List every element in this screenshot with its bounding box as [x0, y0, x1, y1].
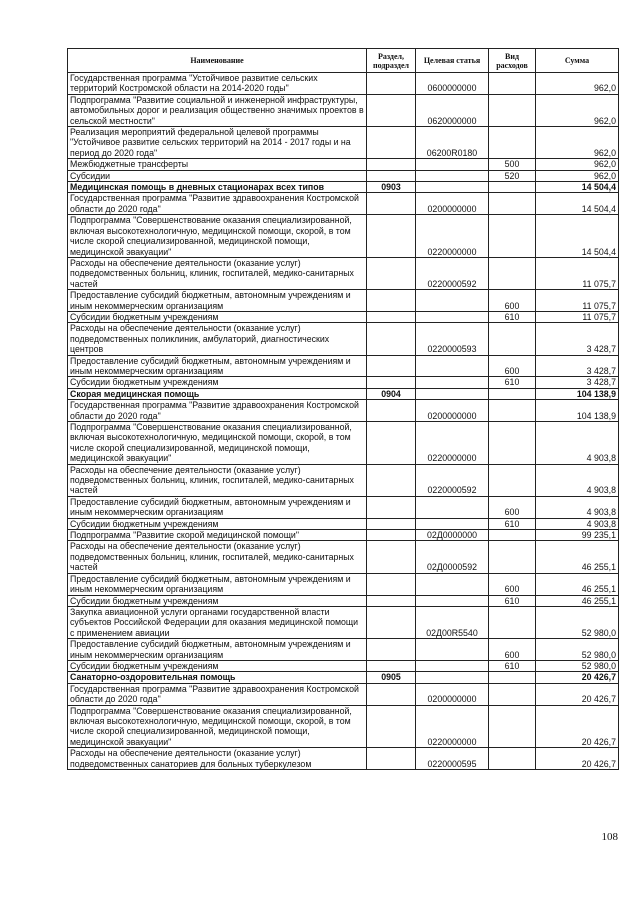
row-expense-type: 520: [489, 170, 536, 181]
table-row: [68, 170, 619, 181]
table-row: [68, 606, 619, 638]
row-name: Расходы на обеспечение деятельности (оказание услуг) подведомственных санаториев для больных туберкулезом: [68, 748, 367, 770]
table-row: [68, 193, 619, 215]
row-sum: 99 235,1: [536, 530, 619, 541]
row-expense-type: [489, 323, 536, 355]
row-expense-type: 610: [489, 595, 536, 606]
row-expense-type: 600: [489, 355, 536, 377]
row-sum: 104 138,9: [536, 400, 619, 422]
row-expense-type: 610: [489, 377, 536, 388]
header-name: Наименование: [68, 49, 367, 73]
row-target-code: 0200000000: [416, 400, 489, 422]
table-row: [68, 311, 619, 322]
table-row: [68, 73, 619, 95]
table-row: [68, 323, 619, 355]
row-expense-type: [489, 464, 536, 496]
row-sum: 20 426,7: [536, 748, 619, 770]
row-sum: 4 903,8: [536, 496, 619, 518]
row-target-code: [416, 355, 489, 377]
row-target-code: [416, 639, 489, 661]
row-sum: 962,0: [536, 127, 619, 159]
row-sum: 3 428,7: [536, 355, 619, 377]
row-section: [367, 639, 416, 661]
row-expense-type: [489, 73, 536, 95]
row-name: Предоставление субсидий бюджетным, автономным учреждениям и иным некоммерческим организациям: [68, 639, 367, 661]
row-name: Скорая медицинская помощь: [68, 388, 367, 399]
row-name: Подпрограмма "Развитие скорой медицинской помощи": [68, 530, 367, 541]
row-section: [367, 257, 416, 289]
row-section: [367, 606, 416, 638]
row-expense-type: 600: [489, 496, 536, 518]
table-row: [68, 496, 619, 518]
row-section: [367, 660, 416, 671]
table-section-row: [68, 182, 619, 193]
row-name: Государственная программа "Устойчивое развитие сельских территорий Костромской области на 2014-2020 годы": [68, 73, 367, 95]
row-expense-type: [489, 193, 536, 215]
row-section: [367, 748, 416, 770]
row-section: [367, 573, 416, 595]
row-expense-type: [489, 541, 536, 573]
row-sum: 11 075,7: [536, 290, 619, 312]
budget-table: [67, 48, 619, 770]
row-target-code: 0220000592: [416, 464, 489, 496]
row-sum: 14 504,4: [536, 193, 619, 215]
table-row: [68, 290, 619, 312]
row-target-code: 0200000000: [416, 683, 489, 705]
table-body: [68, 73, 619, 770]
row-target-code: [416, 660, 489, 671]
row-target-code: [416, 595, 489, 606]
table-row: [68, 530, 619, 541]
row-sum: 4 903,8: [536, 422, 619, 465]
row-sum: 14 504,4: [536, 215, 619, 258]
row-section: [367, 518, 416, 529]
row-target-code: 0220000593: [416, 323, 489, 355]
row-expense-type: 600: [489, 573, 536, 595]
table-row: [68, 377, 619, 388]
row-sum: 11 075,7: [536, 257, 619, 289]
row-section: [367, 683, 416, 705]
row-name: Расходы на обеспечение деятельности (оказание услуг) подведомственных поликлиник, амбулаторий, диагностических центров: [68, 323, 367, 355]
row-expense-type: 500: [489, 159, 536, 170]
row-sum: 11 075,7: [536, 311, 619, 322]
row-section: [367, 311, 416, 322]
row-sum: 4 903,8: [536, 464, 619, 496]
row-sum: 962,0: [536, 159, 619, 170]
row-section: [367, 159, 416, 170]
row-target-code: 0220000000: [416, 215, 489, 258]
row-section: [367, 290, 416, 312]
table-row: [68, 541, 619, 573]
row-name: Государственная программа "Развитие здравоохранения Костромской области до 2020 года": [68, 400, 367, 422]
row-name: Подпрограмма "Развитие социальной и инженерной инфраструктуры, автомобильных дорог и реализация общественно значимых проектов в сельской местности": [68, 94, 367, 126]
row-target-code: [416, 159, 489, 170]
row-expense-type: 610: [489, 518, 536, 529]
row-sum: 52 980,0: [536, 639, 619, 661]
row-target-code: [416, 672, 489, 683]
row-sum: 962,0: [536, 73, 619, 95]
row-section: 0905: [367, 672, 416, 683]
table-row: [68, 518, 619, 529]
row-expense-type: [489, 94, 536, 126]
table-row: [68, 215, 619, 258]
table-row: [68, 257, 619, 289]
row-expense-type: [489, 422, 536, 465]
table-row: [68, 464, 619, 496]
header-sum: Сумма: [536, 49, 619, 73]
row-name: Субсидии бюджетным учреждениям: [68, 660, 367, 671]
row-name: Медицинская помощь в дневных стационарах всех типов: [68, 182, 367, 193]
row-name: Предоставление субсидий бюджетным, автономным учреждениям и иным некоммерческим организациям: [68, 355, 367, 377]
table-row: [68, 94, 619, 126]
table-row: [68, 748, 619, 770]
header-type: Вид расходов: [489, 49, 536, 73]
row-sum: 962,0: [536, 94, 619, 126]
row-sum: 46 255,1: [536, 595, 619, 606]
row-section: [367, 323, 416, 355]
row-target-code: [416, 182, 489, 193]
table-row: [68, 683, 619, 705]
row-target-code: [416, 290, 489, 312]
row-sum: 4 903,8: [536, 518, 619, 529]
table-row: [68, 573, 619, 595]
page-number: 108: [601, 831, 618, 843]
table-row: [68, 595, 619, 606]
row-target-code: 0220000000: [416, 705, 489, 748]
row-target-code: [416, 377, 489, 388]
row-target-code: [416, 311, 489, 322]
row-sum: 14 504,4: [536, 182, 619, 193]
row-name: Реализация мероприятий федеральной целевой программы "Устойчивое развитие сельских территорий на 2014 - 2017 годы и на период до 2020 года": [68, 127, 367, 159]
row-name: Предоставление субсидий бюджетным, автономным учреждениям и иным некоммерческим организациям: [68, 573, 367, 595]
table-section-row: [68, 672, 619, 683]
row-target-code: 0600000000: [416, 73, 489, 95]
row-section: [367, 705, 416, 748]
table-row: [68, 355, 619, 377]
row-name: Субсидии бюджетным учреждениям: [68, 311, 367, 322]
row-target-code: 0220000592: [416, 257, 489, 289]
row-section: [367, 377, 416, 388]
row-name: Государственная программа "Развитие здравоохранения Костромской области до 2020 года": [68, 683, 367, 705]
row-expense-type: [489, 388, 536, 399]
row-target-code: 02Д0000592: [416, 541, 489, 573]
row-sum: 20 426,7: [536, 705, 619, 748]
row-section: [367, 215, 416, 258]
row-sum: 46 255,1: [536, 541, 619, 573]
row-expense-type: 600: [489, 639, 536, 661]
table-row: [68, 127, 619, 159]
row-target-code: [416, 170, 489, 181]
header-section: Раздел, подраздел: [367, 49, 416, 73]
row-expense-type: [489, 400, 536, 422]
row-sum: 52 980,0: [536, 660, 619, 671]
row-section: [367, 530, 416, 541]
row-name: Предоставление субсидий бюджетным, автономным учреждениям и иным некоммерческим организациям: [68, 290, 367, 312]
row-name: Закупка авиационной услуги органами государственной власти субъектов Российской Федерации для оказания медицинской помощи с применением авиации: [68, 606, 367, 638]
row-sum: 20 426,7: [536, 683, 619, 705]
row-section: [367, 541, 416, 573]
row-expense-type: [489, 606, 536, 638]
row-expense-type: [489, 127, 536, 159]
row-name: Межбюджетные трансферты: [68, 159, 367, 170]
table-row: [68, 422, 619, 465]
row-section: [367, 193, 416, 215]
row-section: [367, 595, 416, 606]
row-sum: 3 428,7: [536, 323, 619, 355]
row-section: [367, 127, 416, 159]
table-header-row: [68, 49, 619, 73]
row-section: [367, 496, 416, 518]
row-name: Расходы на обеспечение деятельности (оказание услуг) подведомственных больниц, клиник, госпиталей, медико-санитарных частей: [68, 257, 367, 289]
row-name: Санаторно-оздоровительная помощь: [68, 672, 367, 683]
row-sum: 3 428,7: [536, 377, 619, 388]
row-target-code: [416, 518, 489, 529]
row-expense-type: 610: [489, 660, 536, 671]
row-name: Расходы на обеспечение деятельности (оказание услуг) подведомственных больниц, клиник, госпиталей, медико-санитарных частей: [68, 464, 367, 496]
row-name: Субсидии бюджетным учреждениям: [68, 518, 367, 529]
row-name: Расходы на обеспечение деятельности (оказание услуг) подведомственных больниц, клиник, госпиталей, медико-санитарных частей: [68, 541, 367, 573]
row-target-code: 0220000000: [416, 422, 489, 465]
row-section: 0903: [367, 182, 416, 193]
row-section: [367, 94, 416, 126]
row-expense-type: [489, 215, 536, 258]
row-target-code: 02Д0000000: [416, 530, 489, 541]
row-name: Подпрограмма "Совершенствование оказания специализированной, включая высокотехнологичную, медицинской помощи, скорой, в том числе скорой специализированной, медицинской помощи, медицинской эвакуации": [68, 705, 367, 748]
row-name: Подпрограмма "Совершенствование оказания специализированной, включая высокотехнологичную, медицинской помощи, скорой, в том числе скорой специализированной, медицинской помощи, медицинской эвакуации": [68, 215, 367, 258]
row-target-code: 0220000595: [416, 748, 489, 770]
table-row: [68, 660, 619, 671]
row-section: [367, 464, 416, 496]
row-sum: 52 980,0: [536, 606, 619, 638]
table-row: [68, 400, 619, 422]
table-row: [68, 705, 619, 748]
row-expense-type: 610: [489, 311, 536, 322]
row-expense-type: [489, 672, 536, 683]
row-target-code: [416, 388, 489, 399]
header-target: Целевая статья: [416, 49, 489, 73]
row-target-code: 02Д00R5540: [416, 606, 489, 638]
row-target-code: 0200000000: [416, 193, 489, 215]
row-sum: 46 255,1: [536, 573, 619, 595]
row-expense-type: [489, 530, 536, 541]
row-section: 0904: [367, 388, 416, 399]
row-expense-type: [489, 257, 536, 289]
row-target-code: 06200R0180: [416, 127, 489, 159]
row-expense-type: [489, 748, 536, 770]
row-name: Субсидии: [68, 170, 367, 181]
row-section: [367, 400, 416, 422]
row-sum: 962,0: [536, 170, 619, 181]
row-sum: 20 426,7: [536, 672, 619, 683]
row-expense-type: [489, 182, 536, 193]
row-name: Субсидии бюджетным учреждениям: [68, 595, 367, 606]
row-sum: 104 138,9: [536, 388, 619, 399]
row-target-code: [416, 496, 489, 518]
table-row: [68, 639, 619, 661]
row-section: [367, 170, 416, 181]
row-section: [367, 422, 416, 465]
row-expense-type: [489, 705, 536, 748]
row-expense-type: [489, 683, 536, 705]
row-name: Подпрограмма "Совершенствование оказания специализированной, включая высокотехнологичную, медицинской помощи, скорой, в том числе скорой специализированной, медицинской помощи, медицинской эвакуации": [68, 422, 367, 465]
row-expense-type: 600: [489, 290, 536, 312]
table-section-row: [68, 388, 619, 399]
row-name: Государственная программа "Развитие здравоохранения Костромской области до 2020 года": [68, 193, 367, 215]
row-name: Предоставление субсидий бюджетным, автономным учреждениям и иным некоммерческим организациям: [68, 496, 367, 518]
row-name: Субсидии бюджетным учреждениям: [68, 377, 367, 388]
table-row: [68, 159, 619, 170]
row-target-code: 0620000000: [416, 94, 489, 126]
row-section: [367, 355, 416, 377]
row-target-code: [416, 573, 489, 595]
row-section: [367, 73, 416, 95]
